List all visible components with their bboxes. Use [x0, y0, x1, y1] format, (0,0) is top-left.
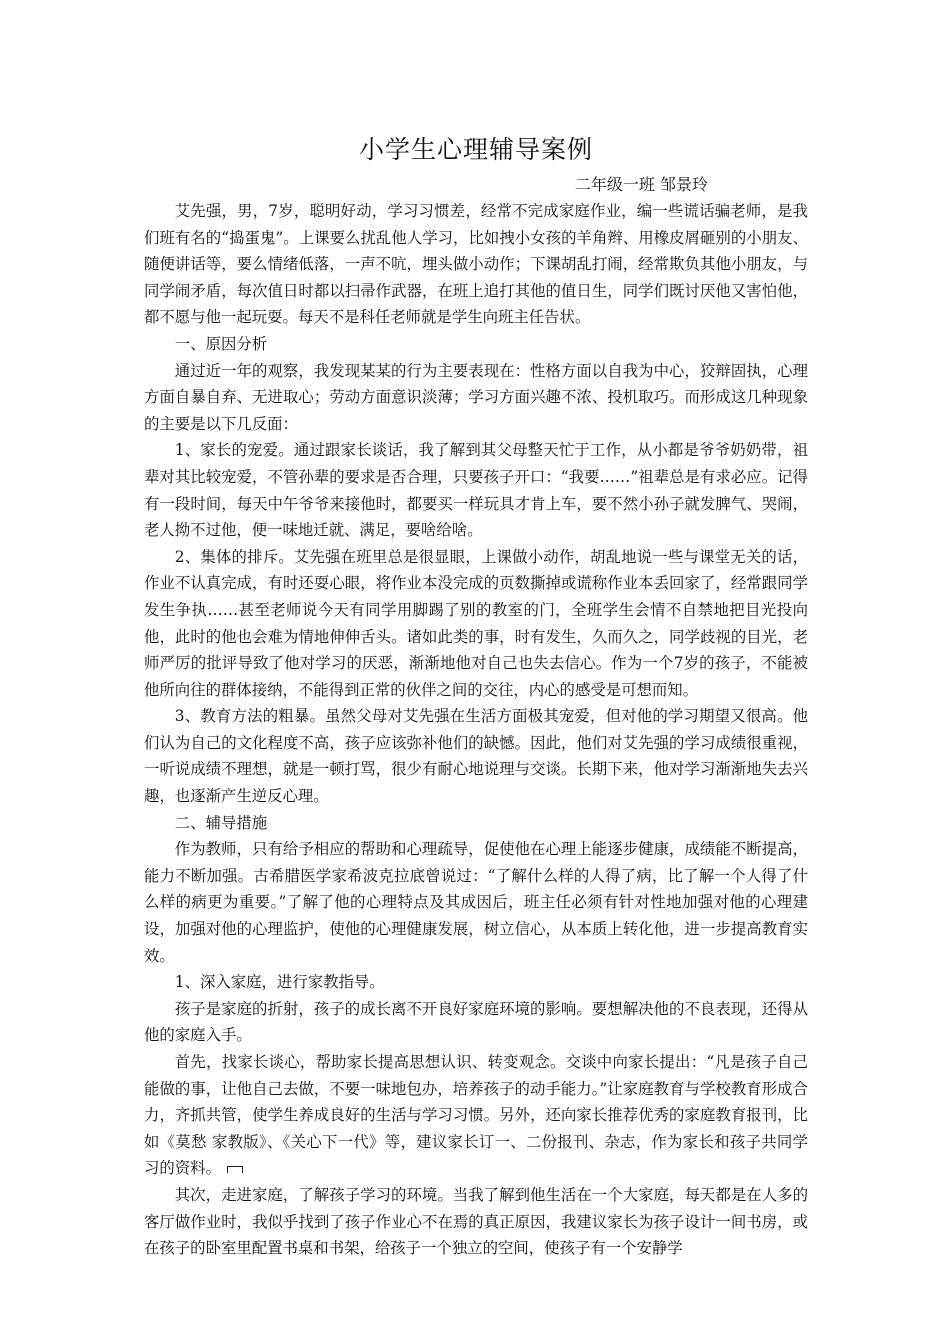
paragraph: 其次，走进家庭，了解孩子学习的环境。当我了解到他生活在一个大家庭，每天都是在人多的客厅做作业时，我似乎找到了孩子作业心不在焉的真正原因，我建议家长为孩子设计一间书房，或在孩子的卧室里配置书桌和书架，给孩子一个独立的空间，使孩子有一个安静学: [144, 1185, 808, 1258]
paragraph: 孩子是家庭的折射，孩子的成长离不开良好家庭环境的影响。要想解决他的不良表现，还得从他的家庭入手。: [144, 999, 808, 1045]
edit-mark-icon: [227, 1166, 243, 1173]
section-heading: 1、深入家庭，进行家教指导。: [174, 973, 385, 992]
document-body: [144, 198, 808, 1262]
document-page: [144, 128, 808, 1262]
paragraph: 艾先强，男，7岁，聪明好动，学习习惯差，经常不完成家庭作业，编一些谎话骗老师，是我们班有名的“捣蛋鬼”。上课要么扰乱他人学习，比如拽小女孩的羊角辫、用橡皮屑砸别的小朋友、随便讲话等，要么情绪低落，一声不吭，埋头做小动作；下课胡乱打闹，经常欺负其他小朋友，与同学闹矛盾，每次值日时都以扫帚作武器，在班上追打其他的值日生，同学们既讨厌他又害怕他，都不愿与他一起玩耍。每天不是科任老师就是学生向班主任告状。: [144, 202, 808, 327]
paragraph: 2、集体的排斥。艾先强在班里总是很显眼，上课做小动作，胡乱地说一些与课堂无关的话，作业不认真完成，有时还耍心眼，将作业本没完成的页数撕掉或谎称作业本丢回家了，经常跟同学发生争执……甚至老师说今天有同学用脚踢了别的教室的门，全班学生会情不自禁地把目光投向他，此时的他也会难为情地伸伸舌头。诸如此类的事，时有发生，久而久之，同学歧视的目光，老师严厉的批评导致了他对学习的厌恶，渐渐地他对自己也失去信心。作为一个7岁的孩子，不能被他所向往的群体接纳，不能得到正常的伙伴之间的交往，内心的感受是可想而知。: [144, 547, 808, 699]
paragraph: 1、家长的宠爱。通过跟家长谈话，我了解到其父母整天忙于工作，从小都是爷爷奶奶带，祖辈对其比较宠爱，不管孙辈的要求是否合理，只要孩子开口：“我要……”祖辈总是有求必应。记得有一段时间，每天中午爷爷来接他时，都要买一样玩具才肯上车，要不然小孙子就发脾气、哭闹，老人拗不过他，便一味地迁就、满足，要啥给啥。: [144, 441, 808, 540]
section-heading: 二、辅导措施: [174, 813, 268, 832]
paragraph: 通过近一年的观察，我发现某某的行为主要表现在：性格方面以自我为中心，狡辩固执，心理方面自暴自弃、无进取心；劳动方面意识淡薄；学习方面兴趣不浓、投机取巧。而形成这几种现象的主要是以下几反面：: [144, 361, 808, 433]
paragraph: 作为教师，只有给予相应的帮助和心理疏导，促使他在心理上能逐步健康，成绩能不断提高，能力不断加强。古希腊医学家希波克拉底曾说过：“了解什么样的人得了病，比了解一个人得了什么样的病更为重要。”了解了他的心理特点及其成因后，班主任必须有针对性地加强对他的心理建设，加强对他的心理监护，使他的心理健康发展，树立信心，从本质上转化他，进一步提高教育实效。: [144, 840, 808, 965]
paragraph: 3、教育方法的粗暴。虽然父母对艾先强在生活方面极其宠爱，但对他的学习期望又很高。他们认为自己的文化程度不高，孩子应该弥补他们的缺憾。因此，他们对艾先强的学习成绩很重视，一听说成绩不理想，就是一顿打骂，很少有耐心地说理与交谈。长期下来，他对学习渐渐地失去兴趣，也逐渐产生逆反心理。: [144, 707, 808, 806]
document-author: 二年级一班 邹景玲: [574, 175, 708, 194]
section-heading: 一、原因分析: [174, 334, 268, 353]
document-title: 小学生心理辅导案例: [358, 135, 593, 164]
paragraph: 首先，找家长谈心，帮助家长提高思想认识、转变观念。交谈中向家长提出：“凡是孩子自己能做的事，让他自己去做，不要一味地包办，培养孩子的动手能力。”让家庭教育与学校教育形成合力，齐抓共管，使学生养成良好的生活与学习习惯。另外，还向家长推荐优秀的家庭教育报刊，比如《莫愁 家教版》、《关心下一代》等，建议家长订一、二份报刊、杂志，作为家长和孩子共同学习的资料。: [144, 1053, 808, 1178]
